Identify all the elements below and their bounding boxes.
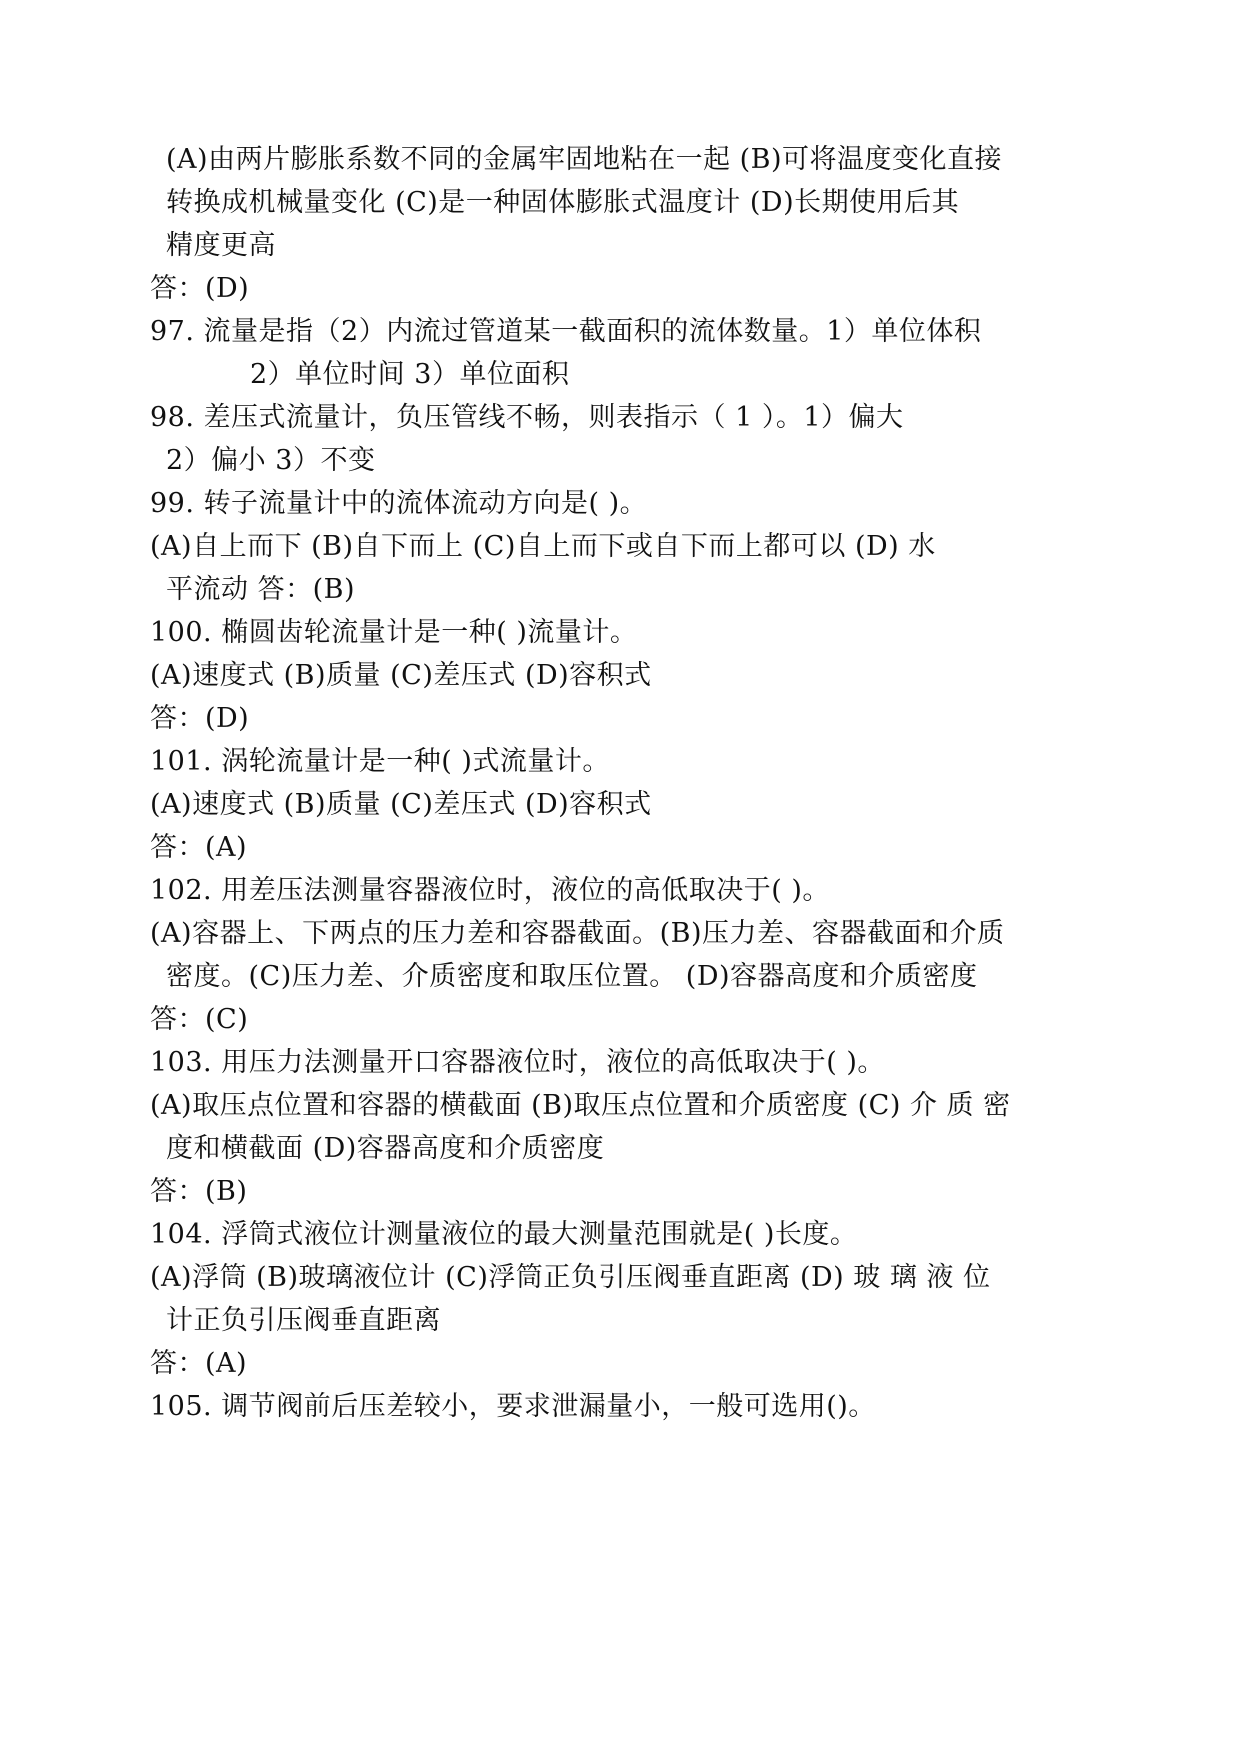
q104-options-line-1: (A)浮筒 (B)玻璃液位计 (C)浮筒正负引压阀垂直距离 (D) 玻 璃 液 位 xyxy=(150,1262,991,1293)
q98-options: 2）偏小 3）不变 xyxy=(166,445,376,476)
q102-options-line-2: 密度。(C)压力差、介质密度和取压位置。 (D)容器高度和介质密度 xyxy=(166,961,978,992)
q96-options-line-2: 转换成机械量变化 (C)是一种固体膨胀式温度计 (D)长期使用后其 xyxy=(166,187,960,218)
q100-options: (A)速度式 (B)质量 (C)差压式 (D)容积式 xyxy=(150,660,652,691)
q99-options-line-2: 平流动 答：(B) xyxy=(166,574,355,605)
q103-options-line-1: (A)取压点位置和容器的横截面 (B)取压点位置和介质密度 (C) 介 质 密 xyxy=(150,1090,1011,1121)
q101-answer: 答：(A) xyxy=(150,832,248,863)
q96-answer: 答：(D) xyxy=(150,273,250,304)
q103-question: 103. 用压力法测量开口容器液位时，液位的高低取决于( )。 xyxy=(150,1047,885,1078)
q101-options: (A)速度式 (B)质量 (C)差压式 (D)容积式 xyxy=(150,789,652,820)
q96-options-line-3: 精度更高 xyxy=(166,230,276,261)
q102-options-line-1: (A)容器上、下两点的压力差和容器截面。(B)压力差、容器截面和介质 xyxy=(150,918,1005,949)
q103-answer: 答：(B) xyxy=(150,1176,248,1207)
q98-question: 98. 差压式流量计，负压管线不畅，则表指示（ 1 ）。1）偏大 xyxy=(150,402,904,433)
q97-question: 97. 流量是指（2）内流过管道某一截面积的流体数量。1）单位体积 xyxy=(150,316,982,347)
q96-options-line-1: (A)由两片膨胀系数不同的金属牢固地粘在一起 (B)可将温度变化直接 xyxy=(166,144,1003,175)
q102-answer: 答：(C) xyxy=(150,1004,249,1035)
q105-question: 105. 调节阀前后压差较小，要求泄漏量小，一般可选用()。 xyxy=(150,1391,876,1422)
q97-options: 2）单位时间 3）单位面积 xyxy=(250,359,570,390)
q104-answer: 答：(A) xyxy=(150,1348,248,1379)
q103-options-line-2: 度和横截面 (D)容器高度和介质密度 xyxy=(166,1133,605,1164)
q99-question: 99. 转子流量计中的流体流动方向是( )。 xyxy=(150,488,648,519)
q104-question: 104. 浮筒式液位计测量液位的最大测量范围就是( )长度。 xyxy=(150,1219,858,1250)
q99-options-line-1: (A)自上而下 (B)自下而上 (C)自上而下或自下而上都可以 (D) 水 xyxy=(150,531,936,562)
q100-answer: 答：(D) xyxy=(150,703,250,734)
q102-question: 102. 用差压法测量容器液位时，液位的高低取决于( )。 xyxy=(150,875,830,906)
q101-question: 101. 涡轮流量计是一种( )式流量计。 xyxy=(150,746,610,777)
q104-options-line-2: 计正负引压阀垂直距离 xyxy=(166,1305,441,1336)
q100-question: 100. 椭圆齿轮流量计是一种( )流量计。 xyxy=(150,617,638,648)
